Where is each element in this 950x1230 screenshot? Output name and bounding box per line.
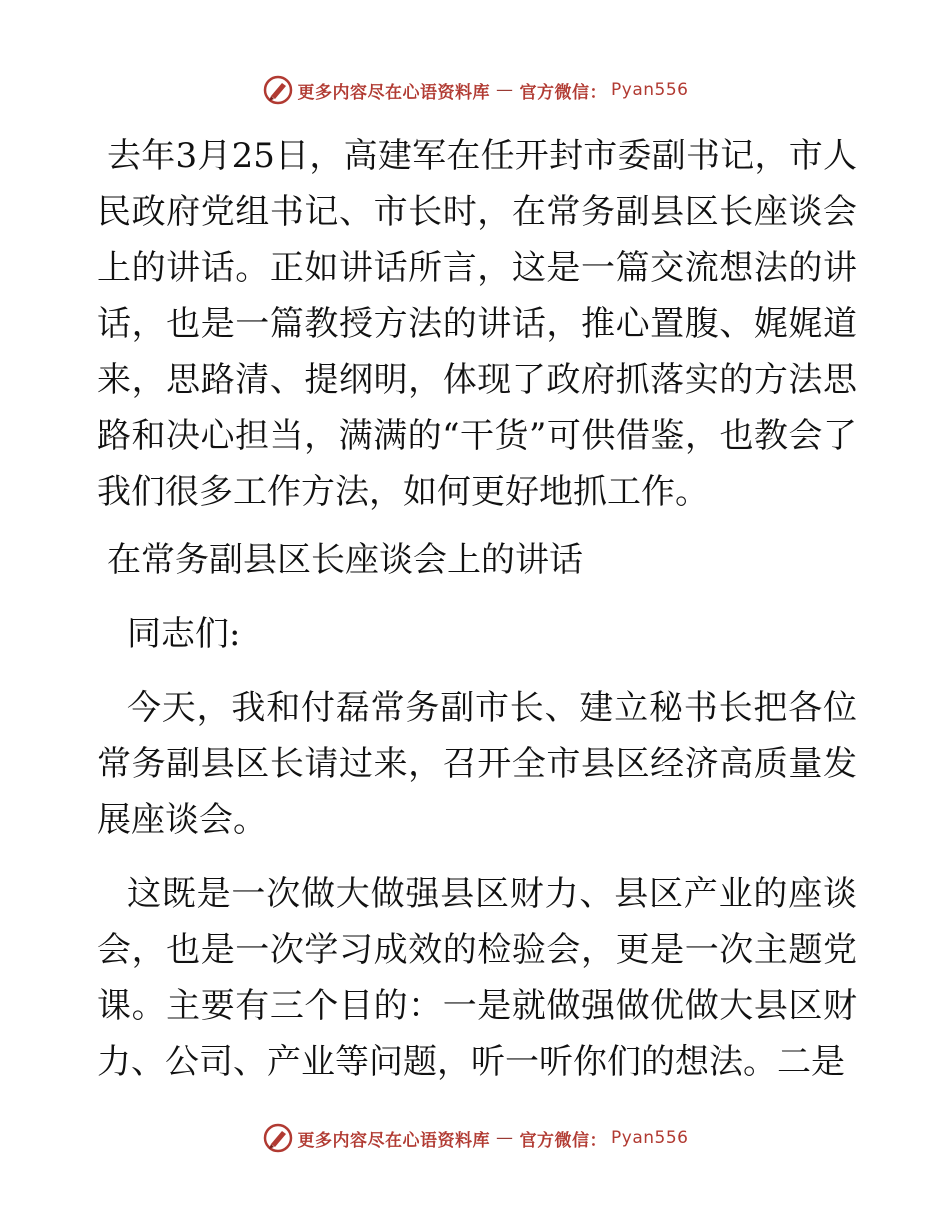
document-body: [97, 128, 857, 1090]
greeting: 同志们:: [127, 614, 241, 654]
watermark-label: 官方微信：: [519, 82, 608, 103]
watermark-handle: Pyan556: [611, 80, 689, 100]
watermark-separator: —: [496, 1128, 514, 1148]
watermark-label: 官方微信：: [519, 1130, 608, 1151]
watermark-handle: Pyan556: [611, 1128, 689, 1148]
watermark-text: 更多内容尽在心语资料库: [297, 82, 491, 103]
footer-watermark: [0, 1120, 950, 1156]
body-paragraph-1: 今天，我和付磊常务副市长、建立秘书长把各位常务副县区长请过来，召开全市县区经济高质量发展座谈会。: [97, 688, 857, 840]
pen-logo-icon: [262, 1122, 294, 1154]
intro-paragraph: 去年3月25日，高建军在任开封市委副书记，市人民政府党组书记、市长时，在常务副县区长座谈会上的讲话。正如讲话所言，这是一篇交流想法的讲话，也是一篇教授方法的讲话，推心置腹、娓娓道来，思路清、提纲明，体现了政府抓落实的方法思路和决心担当，满满的“干货”可供借鉴，也教会了我们很多工作方法，如何更好地抓工作。: [97, 136, 857, 512]
speech-title: 在常务副县区长座谈会上的讲话: [107, 540, 583, 580]
watermark-separator: —: [496, 80, 514, 100]
header-watermark: [0, 72, 950, 108]
body-paragraph-2: 这既是一次做大做强县区财力、县区产业的座谈会，也是一次学习成效的检验会，更是一次主题党课。主要有三个目的：一是就做强做优做大县区财力、公司、产业等问题，听一听你们的想法。二是: [97, 874, 857, 1082]
pen-logo-icon: [262, 74, 294, 106]
watermark-text: 更多内容尽在心语资料库: [297, 1130, 491, 1151]
